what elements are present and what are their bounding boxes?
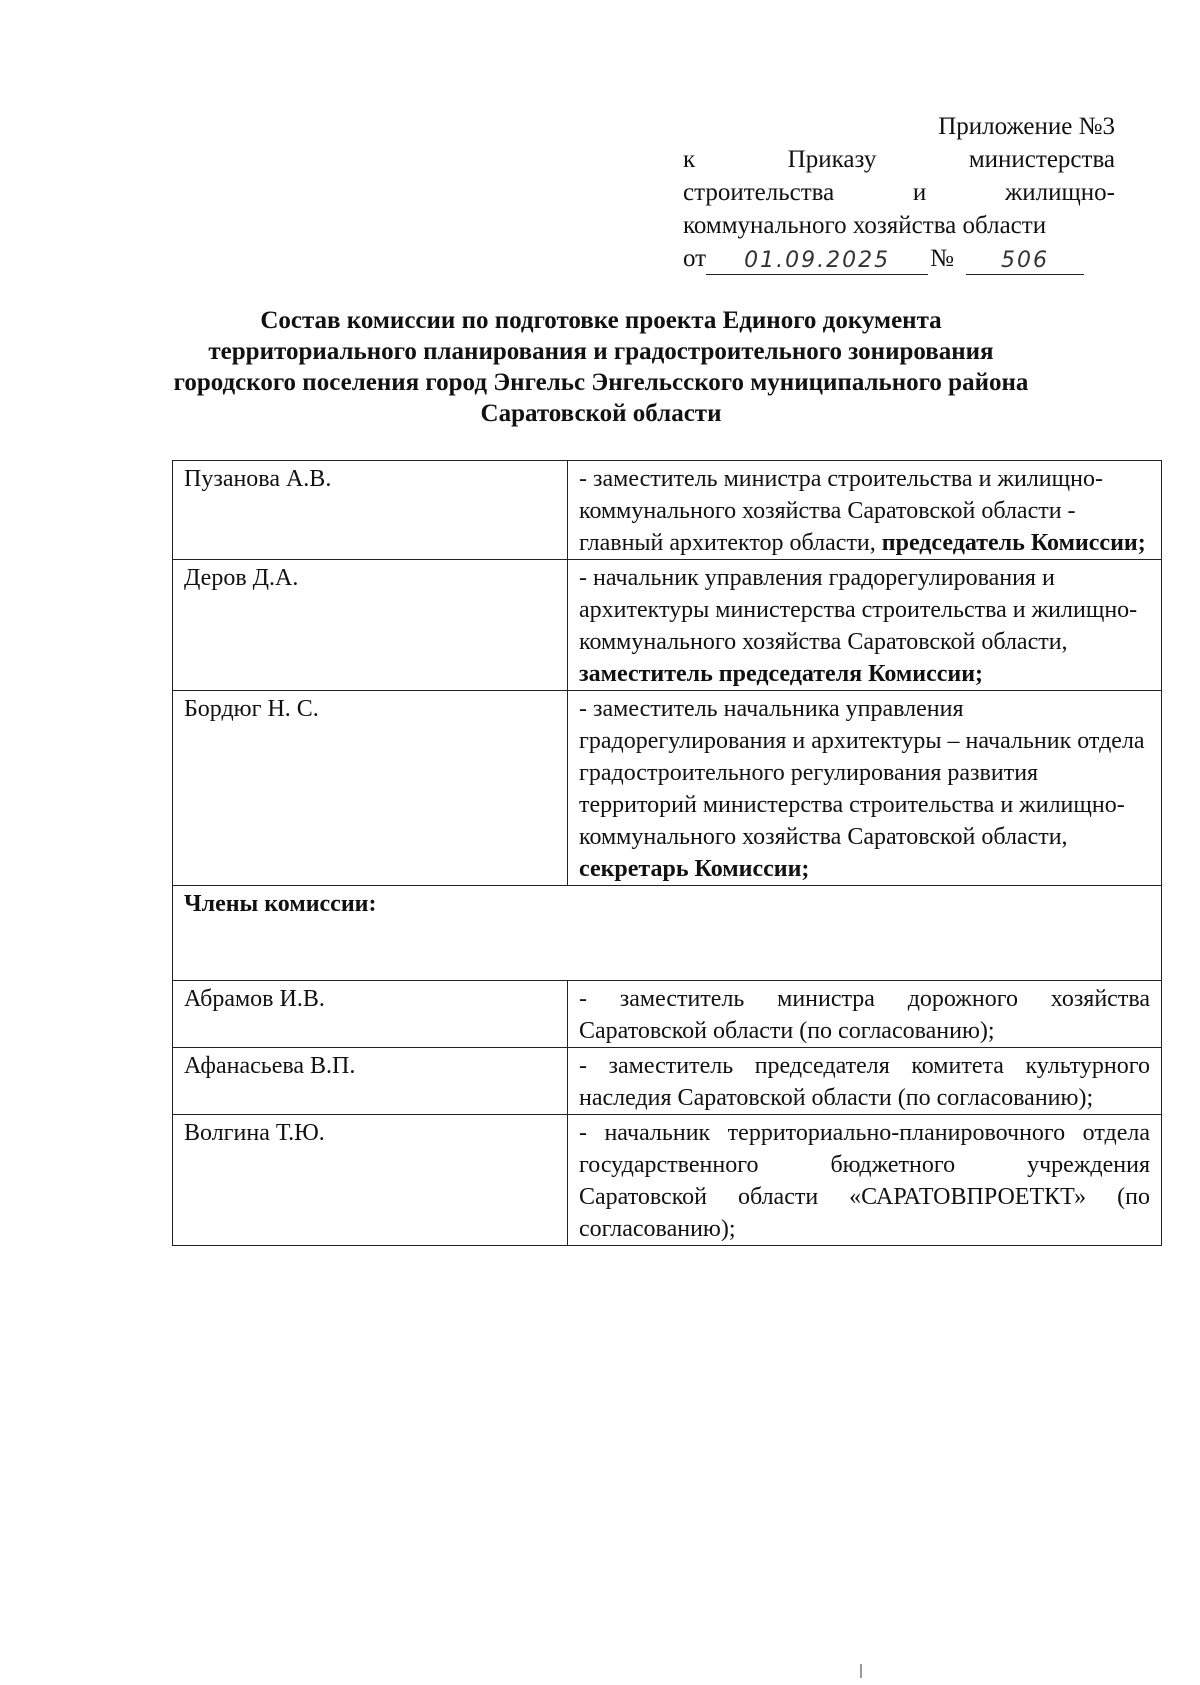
member-role: - начальник управления градорегулирования и архитектуры министерства строительства и жилищно-коммунального хозяйства Саратовской области,	[579, 565, 1138, 655]
appendix-line-order	[683, 143, 1115, 176]
member-role-cell	[568, 461, 1162, 560]
appendix-title: Приложение №3	[938, 113, 1115, 140]
member-role-title: секретарь Комиссии;	[579, 856, 810, 882]
table-row	[173, 981, 1162, 1048]
member-role: - заместитель председателя комитета культурного наследия Саратовской области (по согласованию);	[568, 1048, 1162, 1115]
table-row	[173, 1115, 1162, 1246]
appendix-word: и	[912, 179, 927, 206]
member-name: Деров Д.А.	[173, 560, 568, 691]
members-heading: Члены комиссии:	[173, 886, 1162, 981]
member-role-cell	[568, 691, 1162, 886]
member-role-cell	[568, 560, 1162, 691]
date-prefix: от	[683, 245, 707, 272]
member-role: - заместитель министра строительства и жилищно- коммунального хозяйства Саратовской области - главный архитектор области,	[579, 466, 1103, 556]
handwritten-number: 506	[966, 248, 1084, 275]
member-name: Афанасьева В.П.	[173, 1048, 568, 1115]
member-role-title: председатель Комиссии;	[881, 530, 1146, 556]
appendix-word: жилищно-	[1005, 179, 1115, 206]
table-row	[173, 560, 1162, 691]
appendix-word: строительства	[683, 179, 835, 206]
appendix-block	[683, 110, 1115, 275]
member-name: Бордюг Н. С.	[173, 691, 568, 886]
table-row	[173, 1048, 1162, 1115]
number-prefix: №	[930, 245, 954, 272]
handwritten-date: 01.09.2025	[706, 248, 928, 275]
member-role: - заместитель начальника управления градорегулирования и архитектуры – начальник отдела градостроительного регулирования развития территорий министерства строительства и жилищно-коммунального хозяйства Саратовской области,	[579, 696, 1145, 850]
document-title: Состав комиссии по подготовке проекта Единого документа территориального планирования и градостроительного зонирования городского поселения город Энгельс Энгельсского муниципального района Саратовской области	[173, 307, 1029, 427]
table-row	[173, 886, 1162, 981]
commission-table	[172, 460, 1162, 1246]
table-row	[173, 461, 1162, 560]
member-role-title: заместитель председателя Комиссии;	[579, 661, 984, 687]
member-name: Волгина Т.Ю.	[173, 1115, 568, 1246]
member-name: Абрамов И.В.	[173, 981, 568, 1048]
table-row	[173, 691, 1162, 886]
member-role: - начальник территориально-планировочного отдела государственного бюджетного учреждения Саратовской области «САРАТОВПРОЕТКТ» (по согласованию);	[568, 1115, 1162, 1246]
member-role: - заместитель министра дорожного хозяйства Саратовской области (по согласованию);	[568, 981, 1162, 1048]
appendix-word: Приказу	[787, 146, 877, 173]
appendix-line-ministry	[683, 176, 1115, 209]
appendix-word: министерства	[968, 146, 1116, 173]
appendix-line-ministry-end: коммунального хозяйства области	[683, 212, 1047, 239]
appendix-word: к	[683, 146, 696, 173]
appendix-date-line	[683, 242, 1115, 275]
scan-artifact	[860, 1664, 862, 1678]
member-name: Пузанова А.В.	[173, 461, 568, 560]
